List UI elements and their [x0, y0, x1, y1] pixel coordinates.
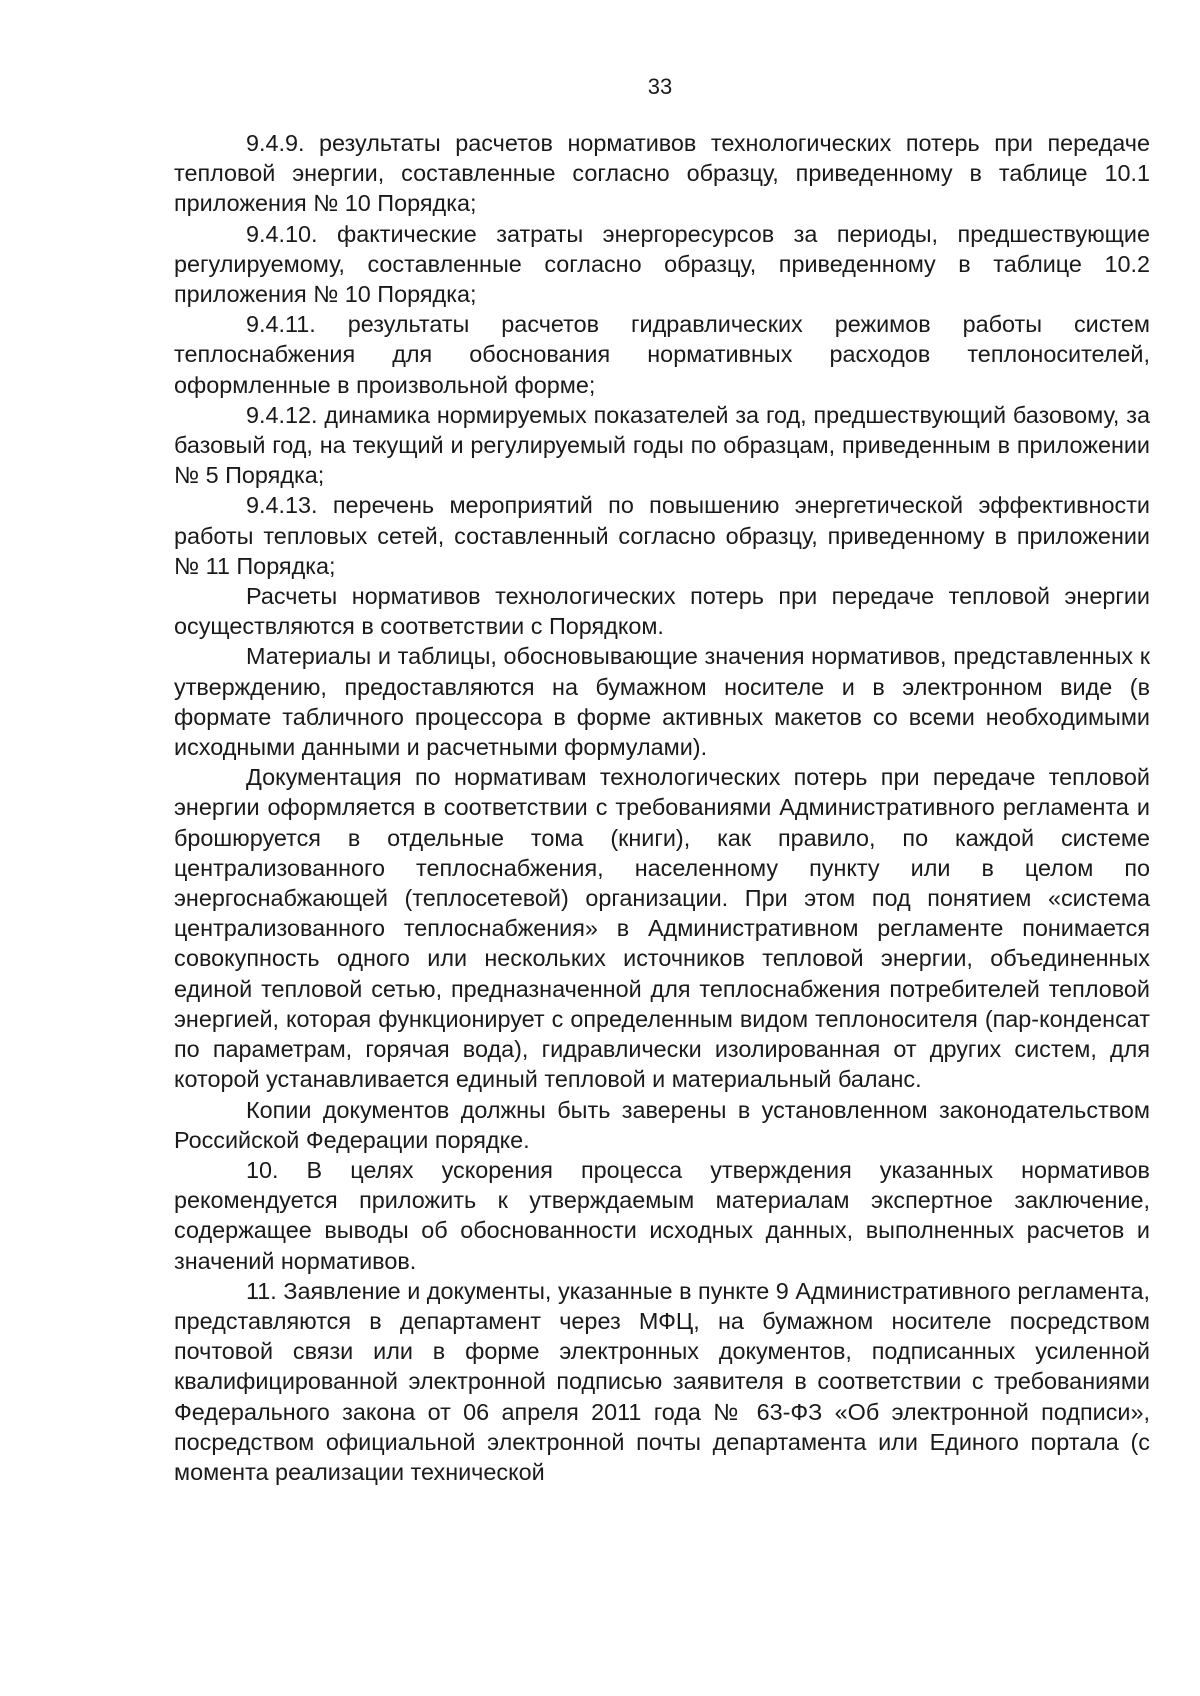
paragraph-materials-tables: Материалы и таблицы, обосновывающие значения нормативов, представленных к утверждению, предоставляются на бумажном носителе и в электронном виде (в формате табличного процессора в форме активных макетов со всеми необходимыми исходными данными и расчетными формулами). [174, 643, 1150, 761]
paragraph-9-4-12: 9.4.12. динамика нормируемых показателей за год, предшествующий базовому, за базовый год, на текущий и регулируемый годы по образцам, приведенным в приложении № 5 Порядка; [174, 401, 1150, 489]
paragraph-9-4-10: 9.4.10. фактические затраты энергоресурсов за периоды, предшествующие регулируемому, составленные согласно образцу, приведенному в таблице 10.2 приложения № 10 Порядка; [174, 220, 1150, 308]
page-number: 33 [647, 74, 673, 99]
paragraph-loss-calculations: Расчеты нормативов технологических потерь при передаче тепловой энергии осуществляются в соответствии с Порядком. [174, 583, 1150, 640]
paragraph-9-4-9: 9.4.9. результаты расчетов нормативов технологических потерь при передаче тепловой энергии, составленные согласно образцу, приведенному в таблице 10.1 приложения № 10 Порядка; [174, 130, 1150, 217]
body-text [174, 128, 1150, 1487]
paragraph-10: 10. В целях ускорения процесса утверждения указанных нормативов рекомендуется приложить к утверждаемым материалам экспертное заключение, содержащее выводы об обоснованности исходных данных, выполненных расчетов и значений нормативов. [174, 1156, 1150, 1274]
paragraph-copies: Копии документов должны быть заверены в установленном законодательством Российской Федерации порядке. [174, 1096, 1150, 1153]
paragraph-9-4-11: 9.4.11. результаты расчетов гидравлических режимов работы систем теплоснабжения для обоснования нормативных расходов теплоносителей, оформленные в произвольной форме; [174, 311, 1150, 398]
paragraph-documentation: Документация по нормативам технологических потерь при передаче тепловой энергии оформляется в соответствии с требованиями Административного регламента и брошюруется в отдельные тома (книги), как правило, по каждой системе централизованного теплоснабжения, населенному пункту или в целом по энергоснабжающей (теплосетевой) организации. При этом под понятием «система централизованного теплоснабжения» в Административном регламенте понимается совокупность одного или нескольких источников тепловой энергии, объединенных единой тепловой сетью, предназначенной для теплоснабжения потребителей тепловой энергией, которая функционирует с определенным видом теплоносителя (пар-конденсат по параметрам, горячая вода), гидравлически изолированная от других систем, для которой устанавливается единый тепловой и материальный баланс. [174, 764, 1150, 1093]
paragraph-11: 11. Заявление и документы, указанные в пункте 9 Административного регламента, представляются в департамент через МФЦ, на бумажном носителе посредством почтовой связи или в форме электронных документов, подписанных усиленной квалифицированной электронной подписью заявителя в соответствии с требованиями Федерального закона от 06 апреля 2011 года № 63-ФЗ «Об электронной подписи», посредством официальной электронной почты департамента или Единого портала (с момента реализации технической [174, 1277, 1150, 1485]
paragraph-9-4-13: 9.4.13. перечень мероприятий по повышению энергетической эффективности работы тепловых сетей, составленный согласно образцу, приведенному в приложении № 11 Порядка; [174, 492, 1150, 579]
